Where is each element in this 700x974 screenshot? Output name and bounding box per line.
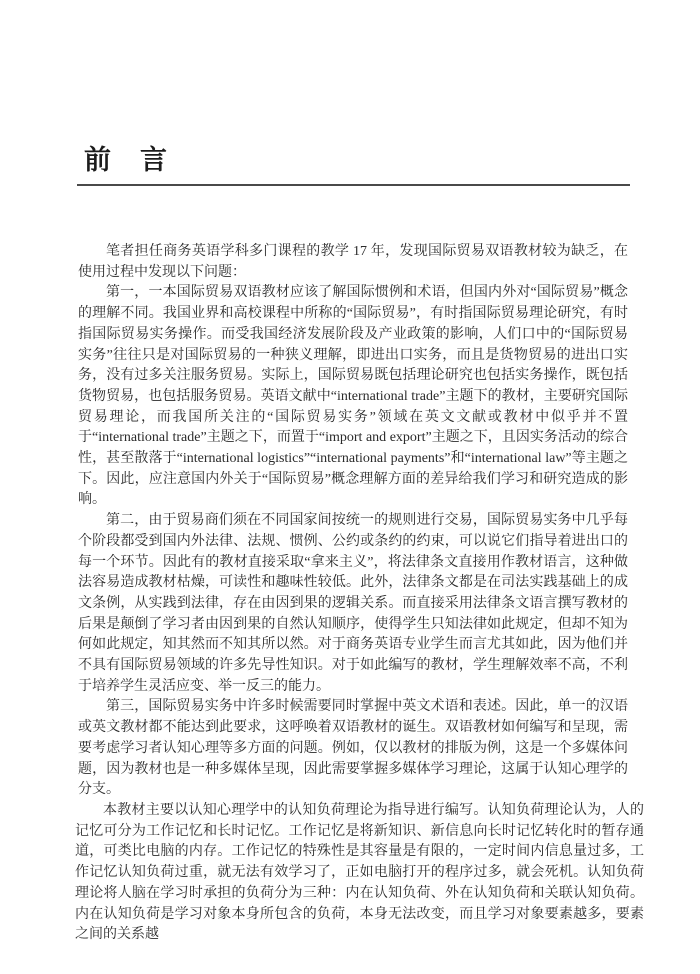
paragraph-intro: 笔者担任商务英语学科多门课程的教学 17 年，发现国际贸易双语教材较为缺乏，在使用过程中发现以下问题： (78, 244, 628, 280)
title-divider (77, 184, 630, 186)
page-title: 前 言 (84, 145, 168, 175)
preface-body (75, 242, 644, 946)
paragraph-issue-two: 第二，由于贸易商们须在不同国家间按统一的规则进行交易，国际贸易实务中几乎每个阶段都受到国内外法律、法规、惯例、公约或条约的约束，可以说它们指导着进出口的每一个环节。因此有的教材直接采取“拿来主义”，将法律条文直接用作教材语言，这种做法容易造成教材枯燥，可读性和趣味性较低。此外，法律条文都是在司法实践基础上的成文条例，从实践到法律，存在由因到果的逻辑关系。而直接采用法律条文语言撰写教材的后果是颠倒了学习者由因到果的自然认知顺序，使得学生只知法律如此规定，但却不知为何如此规定，知其然而不知其所以然。对于商务英语专业学生而言尤其如此，因为他们并不具有国际贸易领域的许多先导性知识。对于如此编写的教材，学生理解效率不高，不利于培养学生灵活应变、举一反三的能力。 (78, 513, 628, 694)
paragraph-issue-three: 第三，国际贸易实务中许多时候需要同时掌握中英文术语和表述。因此，单一的汉语或英文教材都不能达到此要求，这呼唤着双语教材的诞生。双语教材如何编写和呈现，需要考虑学习者认知心理等多方面的问题。例如，仅以教材的排版为例，这是一个多媒体问题，因为教材也是一种多媒体呈现，因此需要掌握多媒体学习理论，这属于认知心理学的分支。 (78, 699, 628, 798)
paragraph-issue-one: 第一，一本国际贸易双语教材应该了解国际惯例和术语，但国内外对“国际贸易”概念的理解不同。我国业界和高校课程中所称的“国际贸易”，有时指国际贸易理论研究，有时指国际贸易实务操作。而受我国经济发展阶段及产业政策的影响，人们口中的“国际贸易实务”往往只是对国际贸易的一种狭义理解，即进出口实务，而且是货物贸易的进出口实务，没有过多关注服务贸易。实际上，国际贸易既包括理论研究也包括实务操作，既包括货物贸易，也包括服务贸易。英语文献中“international trade”主题下的教材，主要研究国际贸易理论，而我国所关注的“国际贸易实务”领域在英文文献或教材中似乎并不置于“international trade”主题之下，而置于“import and export”主题之下，且因实务活动的综合性，甚至散落于“international logistics”“international payments”和“international law”等主题之下。因此，应注意国内外关于“国际贸易”概念理解方面的差异给我们学习和研究造成的影响。 (78, 285, 628, 508)
paragraph-cognitive-load-theory: 本教材主要以认知心理学中的认知负荷理论为指导进行编写。认知负荷理论认为，人的记忆可分为工作记忆和长时记忆。工作记忆是将新知识、新信息向长时记忆转化时的暂存通道，可类比电脑的内存。工作记忆的特殊性是其容量是有限的，一定时间内信息量过多，工作记忆认知负荷过重，就无法有效学习了，正如电脑打开的程序过多，就会死机。认知负荷理论将人脑在学习时承担的负荷分为三种：内在认知负荷、外在认知负荷和关联认知负荷。内在认知负荷是学习对象本身所包含的负荷，本身无法改变，而且学习对象要素越多，要素之间的关系越 (75, 802, 644, 943)
